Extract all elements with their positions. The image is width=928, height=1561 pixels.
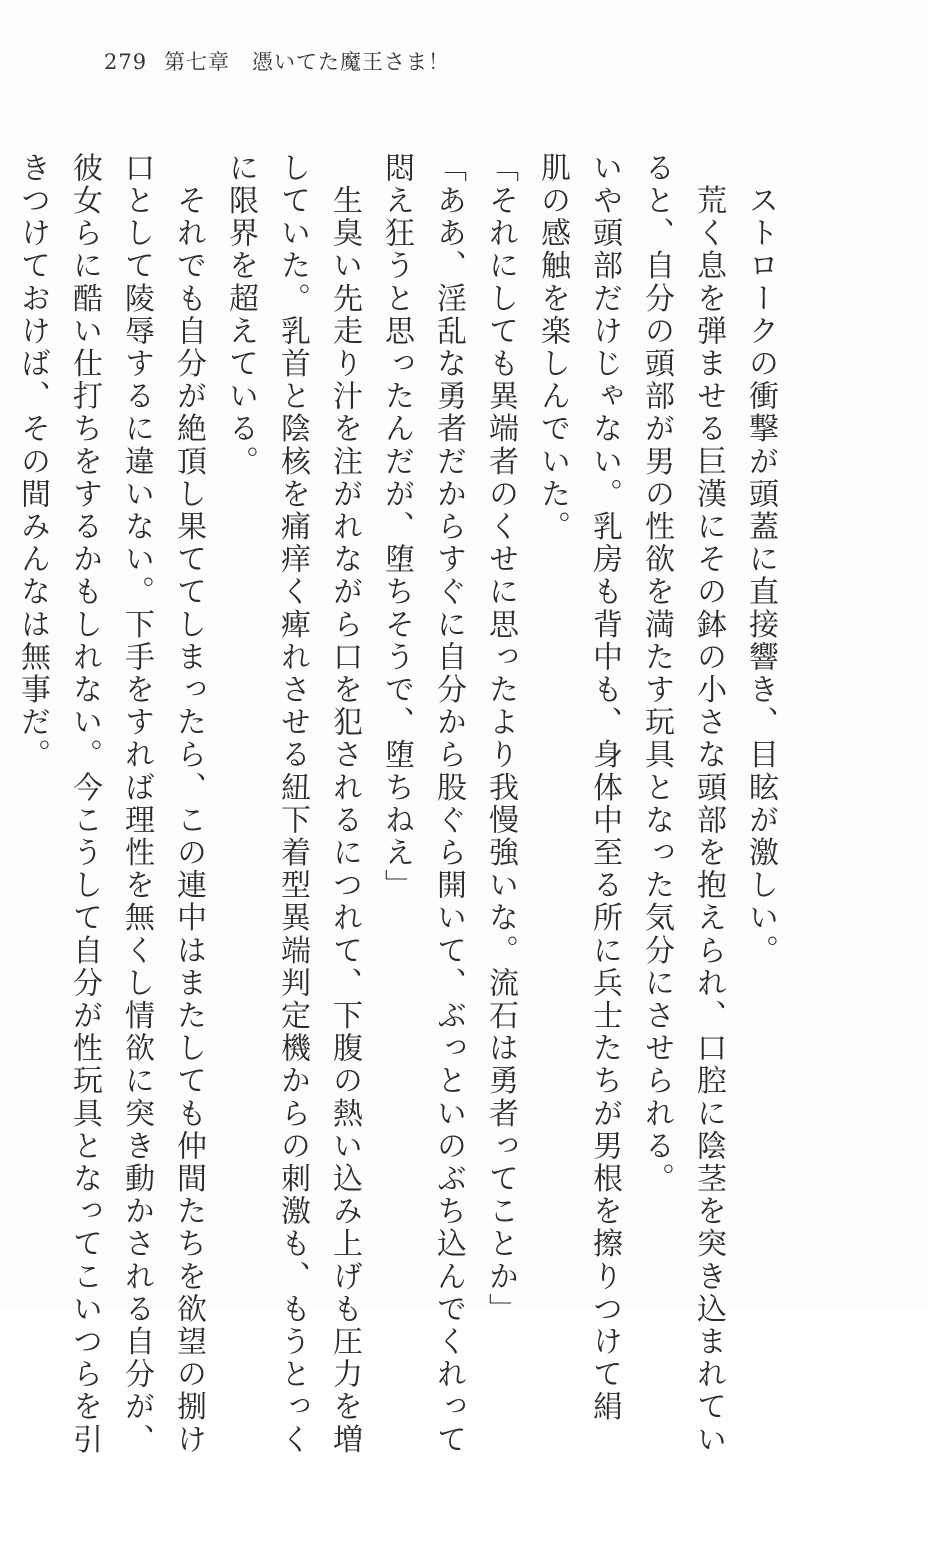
text-line: していた。乳首と陰核を痛痒く痺れさせる紐下着型異端判定機からの刺激も、もうとっく: [275, 152, 310, 1456]
text-line: 彼女らに酷い仕打ちをするかもしれない。今こうして自分が性玩具となってこいつらを引: [67, 152, 102, 1456]
text-line: 肌の感触を楽しんでいた。: [535, 152, 570, 544]
text-line: 「それにしても異端者のくせに思ったより我慢強いな。流石は勇者ってことか」: [483, 152, 518, 1326]
text-line: いや頭部だけじゃない。乳房も背中も、身体中至る所に兵士たちが男根を擦りつけて絹: [587, 152, 622, 1424]
text-line: 生臭い先走り汁を注がれながら口を犯されるにつれて、下腹の熱い込み上げも圧力を増: [327, 152, 362, 1456]
text-line: それでも自分が絶頂し果ててしまったら、この連中はまたしても仲間たちを欲望の捌け: [171, 152, 206, 1456]
text-line: 悶え狂うと思ったんだが、堕ちそうで、堕ちねえ」: [379, 152, 414, 902]
running-head: [104, 46, 450, 76]
text-line: ストロークの衝撃が頭蓋に直接響き、目眩が激しい。: [743, 152, 778, 967]
text-line: に限界を超えている。: [223, 152, 258, 478]
text-line: 「ああ、淫乱な勇者だからすぐに自分から股ぐら開いて、ぶっといのぶち込んでくれって: [431, 152, 466, 1456]
page-number: 279: [104, 50, 148, 74]
text-line: 荒く息を弾ませる巨漢にその鉢の小さな頭部を抱えられ、口腔に陰茎を突き込まれてい: [691, 152, 726, 1456]
text-line: [0, 152, 6, 1282]
vertical-body-text: [0, 152, 786, 1456]
text-line: きつけておけば、その間みんなは無事だ。: [15, 152, 50, 772]
chapter-title: 第七章 憑いてた魔王さま！: [164, 50, 450, 74]
text-line: 口として陵辱するに違いない。下手をすれば理性を無くし情欲に突き動かされる自分が、: [119, 152, 154, 1456]
text-line: ると、自分の頭部が男の性欲を満たす玩具となった気分にさせられる。: [639, 152, 674, 1196]
